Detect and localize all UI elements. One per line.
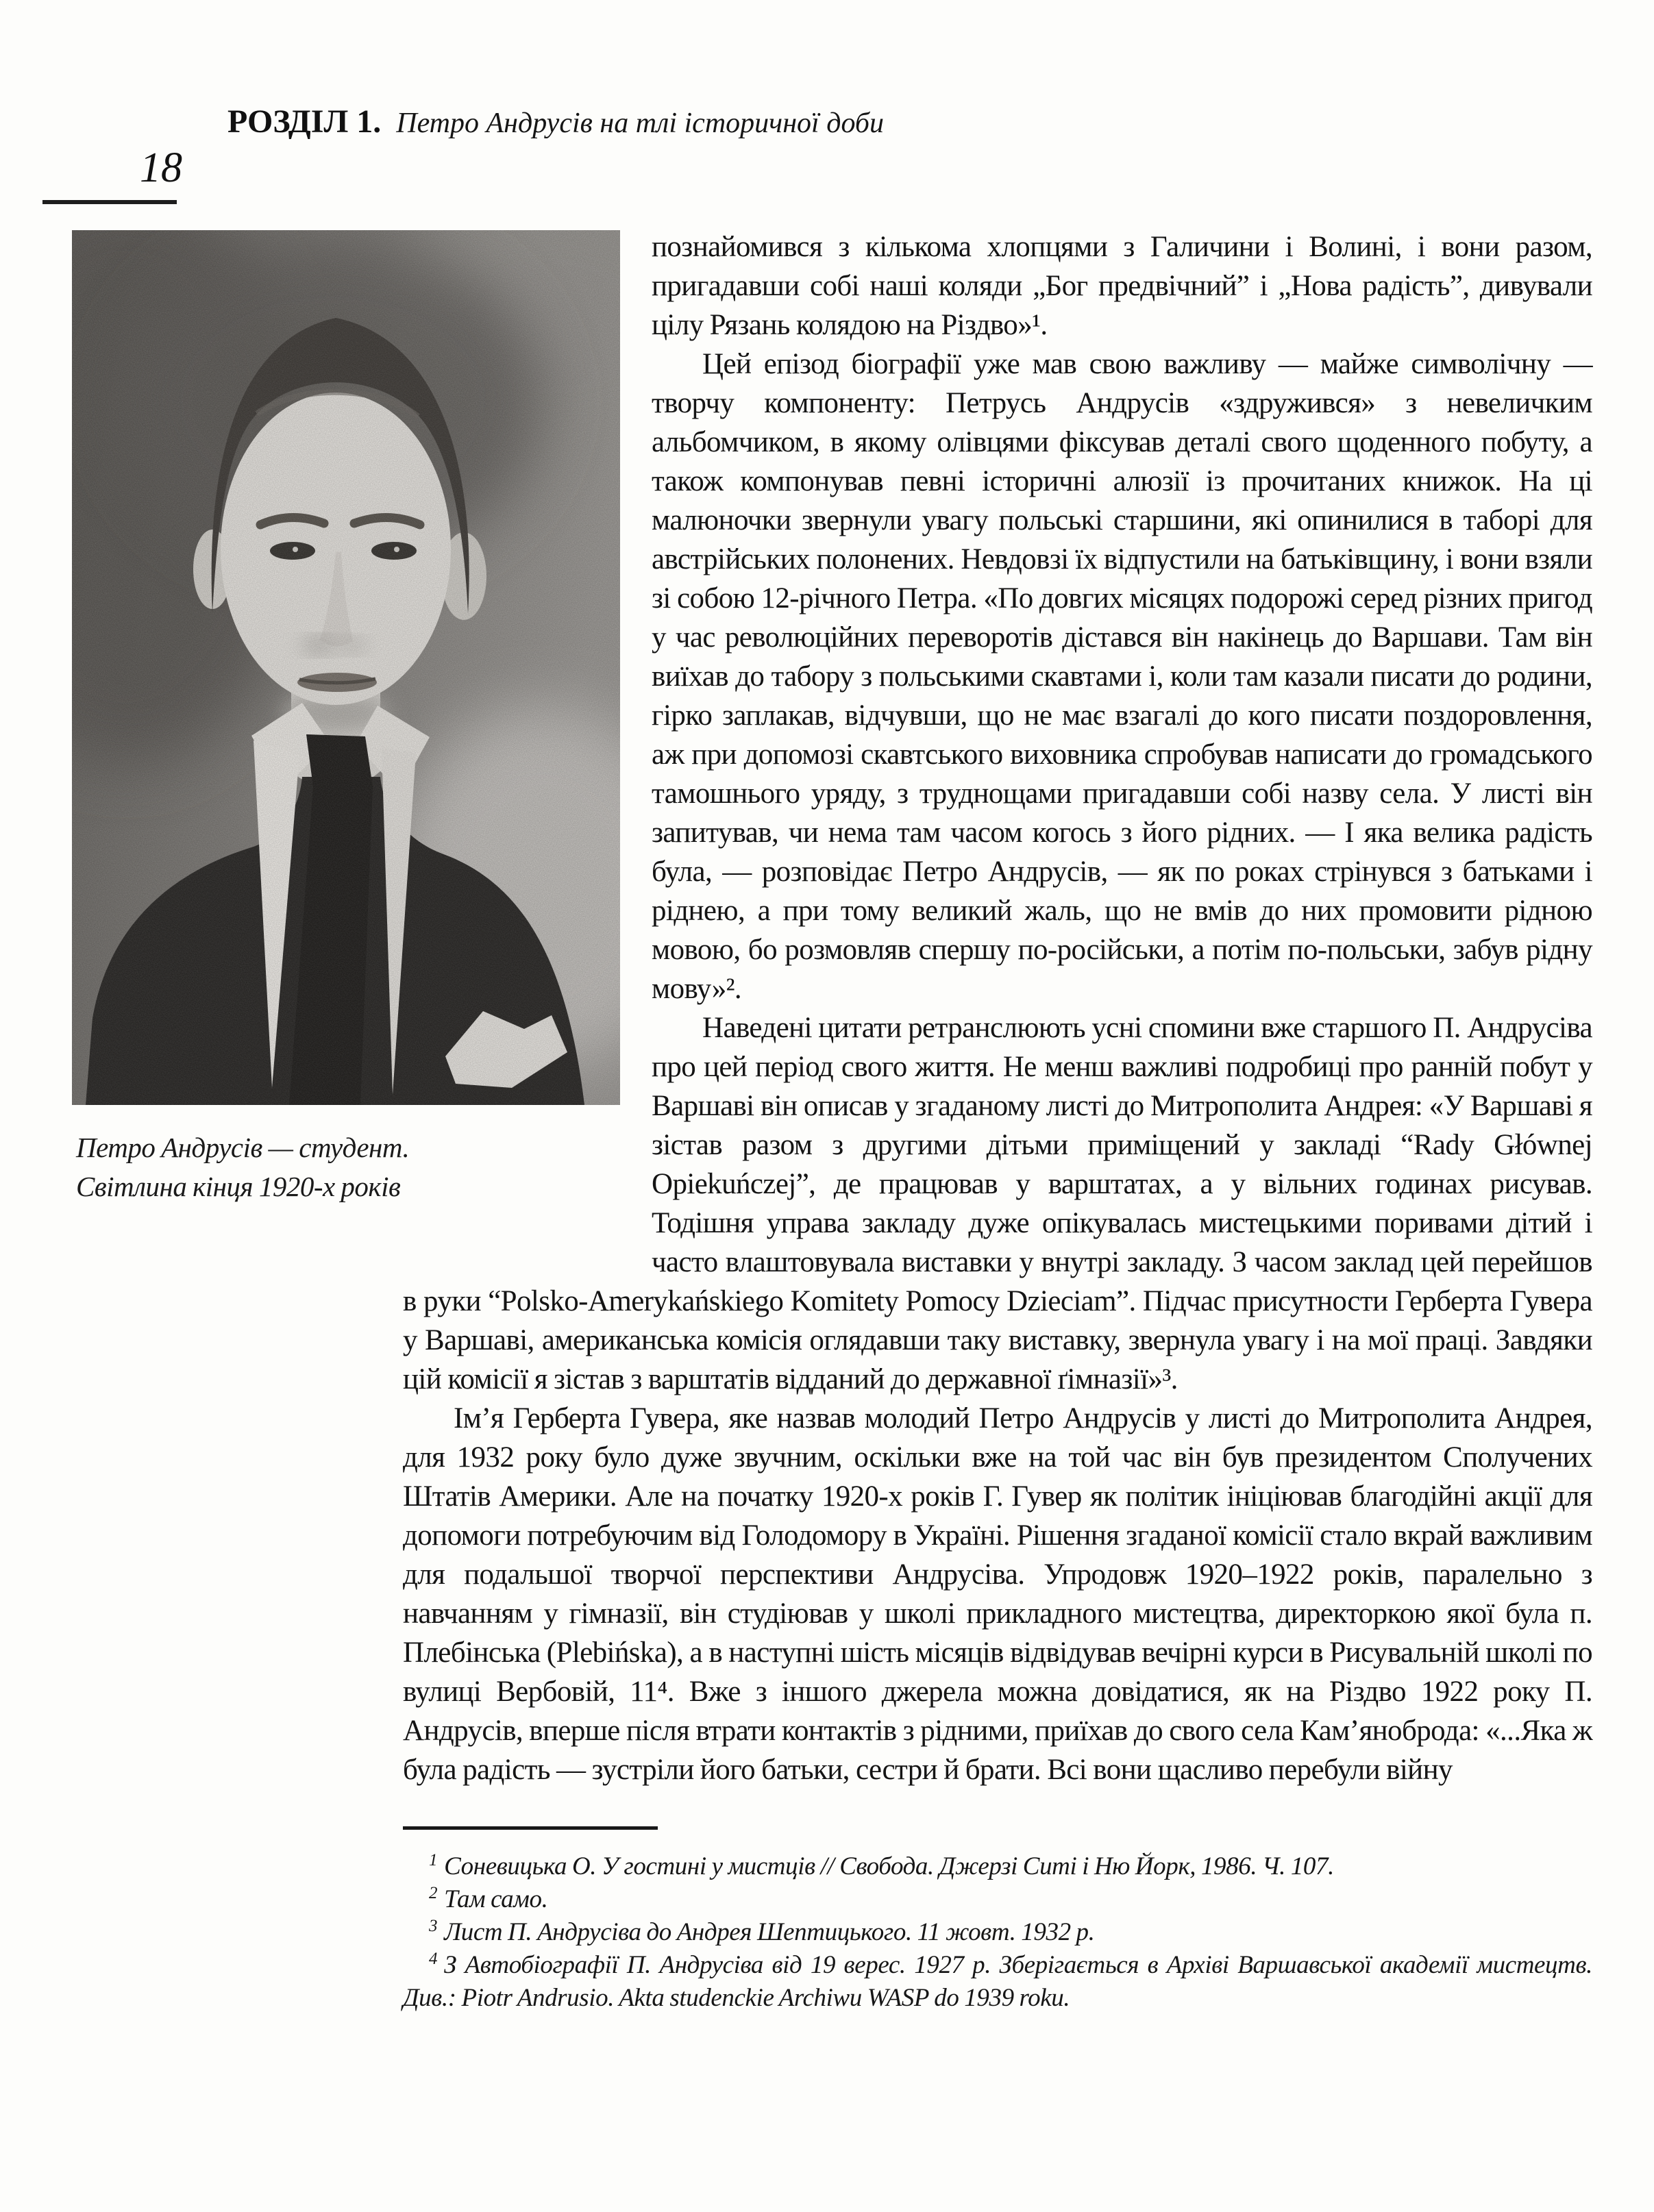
footnote-text: Соневицька О. У гостині у мистців // Свобода. Джерзі Ситі і Ню Йорк, 1986. Ч. 107. <box>444 1852 1334 1880</box>
photo-caption-line1: Петро Андрусів — студент. <box>76 1132 410 1163</box>
footnote-text: Там само. <box>444 1885 548 1913</box>
body-paragraph: Цей епізод біографії уже мав свою важливу — майже символічну — творчу компоненту: Петрусь Андрусів «здружився» з невеличким альбомчиком, в якому олівцями фіксував деталі свого щоденного побуту, а також компонував певні історичні алюзії із прочитаних книжок. На ці малюночки звернули увагу польські старшини, які опинилися в таборі для австрійських полонених. Невдовзі їх відпустили на батьківщину, і вони взяли зі собою 12-річного Петра. «По довгих місяцях подорожі серед різних пригод у час революційних переворотів дістався він накінець до Варшави. Там він виїхав до табору з польськими скавтами і, коли там казали писати до родини, гірко заплакав, відчувши, що не має взагалі до кого писати поздоровлення, аж при допомозі скавтського виховника спробував написати до громадського тамошнього уряду, з труднощами пригадавши собі назву села. У листі він запитував, чи нема там часом когось з його рідних. — І яка велика радість була, — розповідає Петро Андрусів, — як по роках стрінувся з батьками і ріднею, а при тому великий жаль, що не вмів до них промовити рідною мовою, бо розмовляв спершу по-російськи, а потім по-польськи, забув рідну мову»². <box>652 348 1592 1005</box>
footnote-item <box>403 1949 1592 2015</box>
chapter-label: РОЗДІЛ 1. <box>227 103 382 140</box>
footnote-marker: 2 <box>429 1883 438 1902</box>
footnote-marker: 1 <box>429 1850 438 1869</box>
footnote-item <box>403 1850 1592 1883</box>
footnote-marker: 3 <box>429 1916 438 1935</box>
footnote-item <box>403 1916 1592 1949</box>
footnote-separator-rule <box>403 1826 658 1830</box>
portrait-figure <box>72 230 620 1206</box>
body-paragraph: познайомився з кількома хлопцями з Галичини і Волині, і вони разом, пригадавши собі наші коляди „Бог предвічний” і „Нова радість”, дивували цілу Рязань колядою на Різдво»¹. <box>652 231 1592 341</box>
portrait-photo <box>72 230 620 1105</box>
photo-caption <box>72 1128 620 1206</box>
page-number: 18 <box>140 145 182 191</box>
footnote-text: З Автобіографії П. Андрусіва від 19 верес. 1927 р. Зберігається в Архіві Варшавської академії мистецтв. Див.: Piotr Andrusio. Akta studenckie Archiwu WASP do 1939 roku. <box>403 1951 1592 2012</box>
photo-caption-line2: Світлина кінця 1920-х років <box>76 1171 401 1202</box>
text-block <box>76 227 1592 2015</box>
page-number-rule <box>42 200 177 204</box>
body-paragraph: Ім’я Герберта Гувера, яке назвав молодий Петро Андрусів у листі до Митрополита Андрея, для 1932 року було дуже звучним, оскільки вже на той час він був президентом Сполучених Штатів Америки. Але на початку 1920-х років Г. Гувер як політик ініціював благодійні акції для допомоги потребуючим від Голодомору в Україні. Рішення згаданої комісії стало вкрай важливим для подальшої творчої перспективи Андрусіва. Упродовж 1920–1922 років, паралельно з навчанням у гімназії, він студіював у школі прикладного мистецтва, директоркою якої була п. Плебінська (Plebińska), а в наступні шість місяців відвідував вечірні курси в Рисувальній школі по вулиці Вербовій, 11⁴. Вже з іншого джерела можна довідатися, як на Різдво 1922 року П. Андрусів, вперше після втрати контактів з рідними, приїхав до свого села Кам’яноброда: «...Яка ж була радість — зустріли його батьки, сестри й брати. Всі вони щасливо перебули війну <box>403 1402 1592 1786</box>
footnotes-block <box>403 1826 1592 2015</box>
footnote-marker: 4 <box>429 1949 438 1968</box>
footnote-item <box>403 1883 1592 1916</box>
running-head <box>227 103 884 140</box>
chapter-title: Петро Андрусів на тлі історичної доби <box>396 108 885 139</box>
body-paragraph: Наведені цитати ретранслюють усні спомини вже старшого П. Андрусіва про цей період свого життя. Не менш важливі подробиці про ранній побут у Варшаві він описав у згаданому листі до Митрополита Андрея: «У Варшаві я зістав разом з другими дітьми приміщений у закладі “Rady Głównej Opiekuńczej”, де працював у варштатах, а у вільних годинах рисував. Тодішня управа закладу дуже опікувалась мистецькими поривами дітий і часто влаштовувала виставки у внутрі закладу. З часом заклад цей перейшов в руки “Polsko-Amerykańskiego Komitety Pomocy Dzieciam”. Підчас присутности Герберта Гувера у Варшаві, американська комісія оглядавши таку виставку, звернула увагу і на мої праці. Завдяки цій комісії я зістав з варштатів відданий до державної ґімназії»³. <box>403 1012 1592 1395</box>
footnote-text: Лист П. Андрусіва до Андрея Шептицького. 11 жовт. 1932 р. <box>444 1918 1095 1946</box>
